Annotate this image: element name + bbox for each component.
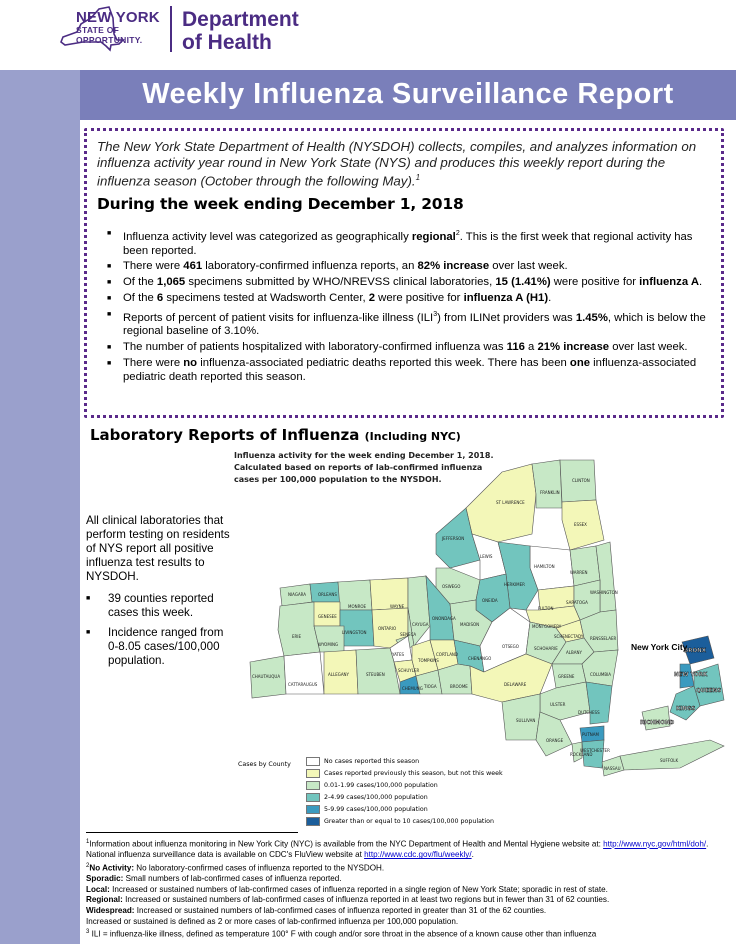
label-allegany: ALLEGANY: [328, 672, 349, 677]
lab-reports-heading: [90, 426, 461, 444]
county-suffolk: [620, 740, 724, 770]
nyc-doh-link[interactable]: http://www.nyc.gov/html/doh/: [603, 839, 707, 849]
bullet-text: .: [699, 276, 703, 289]
label-ulster: ULSTER: [550, 702, 566, 707]
county-cattaraugus: [284, 652, 324, 694]
footnote-text: ILI = influenza-like illness, defined as temperature 100° F with cough and/or sore throat in the absence of a known cause other than influenza: [89, 929, 597, 939]
footnote-sporadic: [86, 874, 736, 885]
bullet-bold: 1,065: [156, 276, 186, 289]
footnote-number: 1: [86, 839, 90, 845]
label-herkimer: HERKIMER: [504, 582, 525, 587]
map-caption-line2: Calculated based on reports of lab-confirmed influenza: [234, 463, 483, 472]
bullet-text: .: [548, 291, 552, 304]
bullet-bold: 2: [368, 291, 376, 304]
bullet-bold: 15 (1.41%): [495, 276, 551, 289]
footnote-2: [86, 861, 736, 874]
bullet-text: There were: [123, 260, 184, 273]
footnote-term: Regional:: [86, 895, 123, 905]
dept-line-1: Department: [182, 8, 299, 31]
footnote-term: Sporadic:: [86, 874, 124, 884]
label-seneca: SENECA: [400, 632, 417, 637]
footnote-number: 2: [86, 862, 90, 869]
bullet-text: . This is the first week that regional activity has been reported.: [123, 230, 693, 257]
label-dutchess: DUTCHESS: [578, 710, 600, 715]
bullet-text: , which is below the regional baseline of 3.10%.: [123, 311, 706, 338]
footnote-regional: [86, 895, 736, 906]
bullet-pediatric-deaths: [109, 357, 709, 385]
logo-divider: [170, 6, 172, 52]
label-chenango: CHENANGO: [468, 656, 492, 661]
label-cattaraugus: CATTARAUGUS: [288, 682, 318, 687]
legend-row-low: [306, 781, 526, 791]
county-broome: [438, 664, 472, 694]
footnote-text: No laboratory-confirmed cases of influenza reported to the NYSDOH.: [134, 863, 385, 873]
county-richmond: [642, 706, 670, 730]
label-st-lawrence: ST LAWRENCE: [496, 500, 525, 505]
label-essex: ESSEX: [574, 522, 587, 527]
footnote-text: .: [471, 850, 474, 860]
label-orange: ORANGE: [546, 738, 564, 743]
footnote-term: Local:: [86, 884, 110, 894]
label-jefferson: JEFFERSON: [442, 536, 465, 541]
bullet-lab-reports: [109, 260, 709, 274]
bullet-text: Influenza activity level was categorized as geographically: [123, 230, 412, 243]
bullet-text: Of the: [123, 276, 157, 289]
legend-label: 2-4.99 cases/100,000 population: [324, 794, 428, 801]
label-franklin: FRANKLIN: [540, 490, 560, 495]
label-wayne: WAYNE: [390, 604, 405, 609]
footnote-text: . National influenza surveillance data is available on CDC's FluView website at: [86, 839, 709, 860]
bullet-bold: regional: [411, 230, 456, 243]
label-delaware: DELAWARE: [504, 682, 527, 687]
footnote-text: Increased or sustained numbers of lab-confirmed cases of influenza reported in at least two regions but in fewer than 31 of 62 counties.: [122, 895, 610, 905]
bullet-text: influenza-associated pediatric death reported this season.: [123, 356, 697, 383]
week-heading: During the week ending December 1, 2018: [97, 195, 464, 213]
label-warren: WARREN: [570, 570, 588, 575]
summary-bullets: [109, 227, 709, 387]
label-rensselaer: RENSSELAER: [590, 636, 617, 641]
label-montgomery: MONTGOMERY: [532, 624, 562, 629]
county-dutchess: [586, 682, 612, 724]
footnote-number: 3: [86, 929, 90, 936]
bullet-text: influenza-associated pediatric deaths reported this week. There has been: [197, 356, 570, 369]
bullet-bold: 21% increase: [537, 341, 610, 354]
left-sidebar-band: [0, 70, 80, 944]
label-clinton: CLINTON: [572, 478, 590, 483]
footnote-rule: [86, 832, 298, 833]
lab-side-bullet-incidence: ■ Incidence ranged from 0-8.05 cases/100,000 population.: [86, 626, 232, 668]
lab-side-bullets: [86, 592, 232, 668]
label-madison: MADISON: [460, 622, 480, 627]
label-hamilton: HAMILTON: [534, 564, 555, 569]
label-schoharie: SCHOHARIE: [534, 646, 558, 651]
bullet-text: Reports of percent of patient visits for influenza-like illness (ILI: [123, 311, 434, 324]
lab-side-paragraph: All clinical laboratories that perform testing on residents of NYS report all positive influenza test results to NYSDOH.: [86, 514, 230, 583]
label-chautauqua: CHAUTAUQUA: [252, 674, 281, 679]
dept-line-2: of Health: [182, 31, 272, 54]
bullet-text: The number of patients hospitalized with laboratory-confirmed influenza was: [123, 341, 507, 354]
lab-heading-sub: (Including NYC): [364, 430, 461, 443]
label-yates: YATES: [392, 652, 405, 657]
bullet-bold: no: [183, 356, 198, 369]
cdc-fluview-link[interactable]: http://www.cdc.gov/flu/weekly/: [364, 850, 472, 860]
intro-text: The New York State Department of Health (NYSDOH) collects, compiles, and analyzes information on influenza activity year round in New York State (NYS) and produces this weekly report during the influenza season (October through the following May).: [97, 139, 697, 189]
footnote-text: Increased or sustained numbers of lab-confirmed cases of influenza reported in greater than 31 of the 62 counties.: [134, 905, 547, 915]
county-franklin: [532, 460, 562, 508]
legend-row-highest: [306, 817, 526, 827]
legend-swatch: [306, 781, 320, 790]
bullet-bold: 461: [183, 260, 203, 273]
label-columbia: COLUMBIA: [590, 672, 612, 677]
label-washington: WASHINGTON: [590, 590, 618, 595]
legend-label: No cases reported this season: [324, 758, 420, 765]
label-fulton: FULTON: [538, 606, 554, 611]
bullet-bold: 116: [506, 341, 525, 354]
label-schuyler: SCHUYLER: [398, 668, 420, 673]
label-greene: GREENE: [558, 674, 575, 679]
county-livingston: [340, 610, 374, 646]
lab-heading-text: Laboratory Reports of Influenza: [90, 426, 360, 444]
lab-side-bullet-counties: ■ 39 counties reported cases this week.: [86, 592, 232, 620]
label-schenectady: SCHENECTADY: [554, 634, 584, 639]
footnote-text: Information about influenza monitoring in New York City (NYC) is available from the NYC Department of Health and Mental Hygiene website at:: [89, 839, 604, 849]
logo-line-new-york: NEW YORK: [76, 9, 160, 26]
label-oneida: ONEIDA: [482, 598, 498, 603]
label-bronx: BRONX: [684, 648, 706, 654]
bullet-wadsworth: [109, 292, 709, 306]
county-warren: [570, 546, 600, 586]
footnote-text: Small numbers of lab-confirmed cases of influenza reported.: [123, 874, 342, 884]
label-cortland: CORTLAND: [436, 652, 459, 657]
county-queens: [694, 664, 724, 706]
bullet-activity-level: [109, 227, 709, 258]
bullet-bold: 6: [156, 291, 164, 304]
label-niagara: NIAGARA: [288, 592, 307, 597]
map-caption-line1: Influenza activity for the week ending December 1, 2018.: [234, 451, 494, 460]
label-ontario: ONTARIO: [378, 626, 397, 631]
legend-label: 0.01-1.99 cases/100,000 population: [324, 782, 438, 789]
logo-line-state-of: STATE OF: [76, 25, 120, 35]
label-cayuga: CAYUGA: [412, 622, 429, 627]
bullet-who-nrevss: [109, 276, 709, 290]
map-caption-line3: cases per 100,000 population to the NYSDOH.: [234, 475, 442, 484]
footnote-ref: 2: [455, 230, 460, 237]
bullet-hospitalized: [109, 341, 709, 355]
legend-row-high: [306, 805, 526, 815]
legend-label: 5-9.99 cases/100,000 population: [324, 806, 428, 813]
label-broome: BROOME: [450, 684, 468, 689]
influenza-county-map: [240, 450, 730, 780]
footnote-ref: 3: [433, 310, 438, 318]
label-new-york: NEW YORK: [674, 672, 708, 678]
footnote-sustained: Increased or sustained is defined as 2 or more cases of lab-confirmed influenza per 100,000 population.: [86, 916, 459, 926]
legend-swatch: [306, 817, 320, 826]
intro-paragraph: [97, 139, 717, 189]
summary-box: [84, 128, 724, 418]
county-orange: [536, 712, 572, 756]
label-otsego: OTSEGO: [502, 644, 519, 649]
label-richmond: RICHMOND: [640, 720, 675, 726]
label-suffolk: SUFFOLK: [660, 758, 679, 763]
bullet-bold: influenza A: [639, 276, 699, 289]
bullet-text: specimens submitted by WHO/NREVSS clinical laboratories,: [185, 276, 496, 289]
county-sullivan: [502, 694, 540, 740]
legend-row-mid: [306, 793, 526, 803]
label-genesee: GENESEE: [318, 614, 337, 619]
nys-logo-text: [76, 10, 160, 44]
label-onondaga: ONONDAGA: [432, 616, 456, 621]
label-rockland: ROCKLAND: [570, 752, 593, 757]
footnotes: [86, 832, 736, 940]
bullet-text: over last week.: [609, 341, 688, 354]
bullet-text: over last week.: [489, 260, 568, 273]
label-tioga: TIOGA: [424, 684, 437, 689]
bullet-text: a: [524, 341, 538, 354]
legend-row-none: [306, 757, 526, 767]
label-steuben: STEUBEN: [366, 672, 385, 677]
bullet-text: ) from ILINet providers was: [437, 311, 576, 324]
bullet-text: were positive for: [550, 276, 640, 289]
legend-swatch: [306, 769, 320, 778]
lab-side-text: [86, 514, 232, 668]
footnote-widespread: [86, 906, 736, 917]
label-wyoming: WYOMING: [318, 642, 339, 647]
bullet-bold: influenza A (H1): [463, 291, 549, 304]
legend-title: Cases by County: [238, 761, 291, 768]
bullet-text: laboratory-confirmed influenza reports, an: [202, 260, 418, 273]
logo-line-opportunity: OPPORTUNITY.: [76, 34, 143, 45]
bullet-ili: [109, 308, 709, 339]
legend-row-previous: [306, 769, 526, 779]
legend-label: Greater than or equal to 10 cases/100,000 population: [324, 818, 494, 825]
bullet-bold: 82% increase: [417, 260, 490, 273]
label-nassau: NASSAU: [604, 766, 621, 771]
report-title: Weekly Influenza Surveillance Report: [80, 70, 736, 120]
bullet-text: specimens tested at Wadsworth Center,: [163, 291, 369, 304]
label-livingston: LIVINGSTON: [342, 630, 367, 635]
footnote-1: [86, 837, 736, 861]
nyc-inset-label: New York City: [631, 642, 688, 652]
label-kings: KINGS: [676, 706, 696, 712]
label-saratoga: SARATOGA: [566, 600, 588, 605]
footnote-text: Increased or sustained numbers of lab-confirmed cases of influenza reported in a single region of New York State; sporadic in rest of state.: [109, 884, 608, 894]
label-albany: ALBANY: [566, 650, 582, 655]
map-caption: [234, 450, 514, 486]
label-monroe: MONROE: [348, 604, 367, 609]
legend-swatch: [306, 757, 320, 766]
label-erie: ERIE: [292, 634, 302, 639]
bullet-bold: one: [569, 356, 591, 369]
label-westchester: WESTCHESTER: [580, 748, 610, 753]
intro-footnote-ref: 1: [415, 173, 421, 182]
legend-swatch: [306, 805, 320, 814]
label-queens: QUEENS: [696, 688, 722, 694]
label-orleans: ORLEANS: [318, 592, 337, 597]
footnote-term: No Activity:: [89, 863, 135, 873]
label-lewis: LEWIS: [480, 554, 493, 559]
legend-swatch: [306, 793, 320, 802]
label-chemung: CHEMUNG: [402, 686, 423, 691]
label-putnam: PUTNAM: [582, 732, 599, 737]
county-erie: [278, 602, 320, 656]
bullet-bold: 1.45%: [575, 311, 608, 324]
department-of-health-title: [182, 8, 299, 54]
bullet-text: Of the: [123, 291, 157, 304]
legend-label: Cases reported previously this season, but not this week: [324, 770, 503, 777]
label-tompkins: TOMPKINS: [418, 658, 439, 663]
page-header: [0, 0, 750, 64]
footnote-3: [86, 927, 736, 940]
label-sullivan: SULLIVAN: [516, 718, 536, 723]
label-oswego: OSWEGO: [442, 584, 461, 589]
footnote-term: Widespread:: [86, 905, 135, 915]
footnote-local: [86, 885, 736, 896]
bullet-text: There were: [123, 356, 184, 369]
bullet-text: were positive for: [375, 291, 464, 304]
